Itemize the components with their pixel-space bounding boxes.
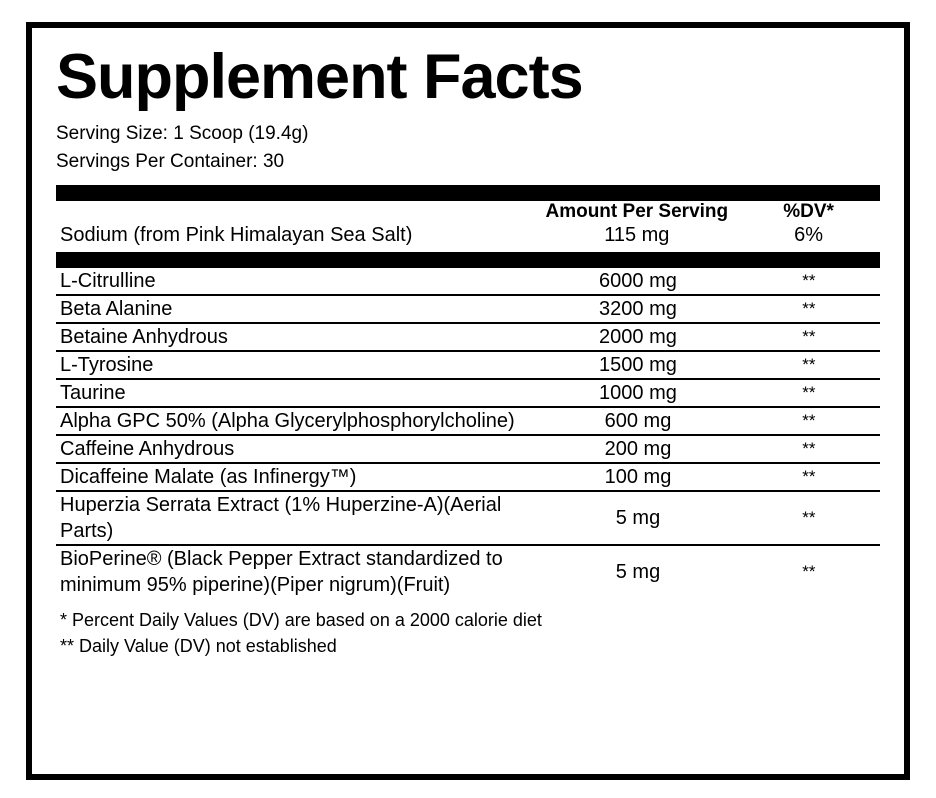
ingredient-amount: 200 mg: [532, 435, 744, 463]
column-header-amount: Amount Per Serving: [545, 201, 729, 223]
top-divider-bar: [56, 185, 880, 201]
table-row: [56, 295, 880, 323]
ingredient-name: Dicaffeine Malate (as Infinergy™): [56, 463, 532, 491]
servings-per-container-line: Servings Per Container: 30: [56, 150, 285, 172]
ingredient-name: Huperzia Serrata Extract (1% Huperzine-A)(Aerial Parts): [56, 491, 532, 545]
ingredient-amount: 5 mg: [532, 491, 744, 545]
ingredient-name: Beta Alanine: [56, 295, 532, 323]
table-row: [56, 379, 880, 407]
ingredient-dv: **: [744, 491, 880, 545]
ingredient-name: L-Tyrosine: [56, 351, 532, 379]
footnote-percent-dv: * Percent Daily Values (DV) are based on a 2000 calorie diet: [60, 610, 542, 631]
ingredient-amount: 100 mg: [532, 463, 744, 491]
ingredient-dv: **: [744, 407, 880, 435]
ingredient-amount: 5 mg: [615, 561, 661, 584]
ingredient-amount: 600 mg: [532, 407, 744, 435]
ingredient-dv: **: [744, 351, 880, 379]
table-row: [56, 351, 880, 379]
table-header-row: [56, 201, 880, 223]
ingredient-name: L-Citrulline: [56, 268, 532, 295]
ingredient-dv: **: [802, 562, 816, 582]
table-row: [56, 463, 880, 491]
table-row: [56, 407, 880, 435]
nutrient-name: Sodium (from Pink Himalayan Sea Salt): [60, 224, 413, 247]
ingredient-dv: **: [744, 435, 880, 463]
table-row: [56, 435, 880, 463]
supplement-facts-box: [26, 22, 910, 780]
footnotes: [56, 607, 880, 659]
ingredient-dv: **: [744, 379, 880, 407]
column-header-name: [56, 201, 530, 223]
ingredient-amount: 3200 mg: [532, 295, 744, 323]
ingredient-amount: 1500 mg: [532, 351, 744, 379]
ingredient-amount: 2000 mg: [532, 323, 744, 351]
column-header-dv: %DV*: [783, 201, 834, 223]
ingredient-amount: 1000 mg: [532, 379, 744, 407]
ingredient-name: Betaine Anhydrous: [56, 323, 532, 351]
table-row: [56, 268, 880, 295]
table-row: [56, 491, 880, 545]
ingredient-amount: 6000 mg: [532, 268, 744, 295]
page-title: Supplement Facts: [56, 42, 583, 112]
table-row: [56, 545, 880, 598]
table-row: [56, 223, 880, 248]
ingredient-dv: **: [744, 323, 880, 351]
table-row: [56, 323, 880, 351]
footnote-dv-not-established: ** Daily Value (DV) not established: [60, 636, 337, 657]
ingredient-dv: **: [744, 463, 880, 491]
nutrient-divider-bar: [56, 252, 880, 268]
bottom-spacer: [56, 659, 880, 766]
ingredient-dv: **: [744, 295, 880, 323]
ingredient-dv: **: [744, 268, 880, 295]
nutrient-amount: 115 mg: [604, 224, 670, 247]
ingredient-name: Taurine: [56, 379, 532, 407]
ingredient-name: Alpha GPC 50% (Alpha Glycerylphosphorylcholine): [56, 407, 532, 435]
serving-size-line: Serving Size: 1 Scoop (19.4g): [56, 123, 309, 145]
ingredient-name: Caffeine Anhydrous: [56, 435, 532, 463]
facts-header-table: [56, 201, 880, 248]
ingredients-table: [56, 268, 880, 598]
ingredient-name: BioPerine® (Black Pepper Extract standardized to minimum 95% piperine)(Piper nigrum)(Fruit): [60, 548, 503, 597]
nutrient-dv: 6%: [794, 224, 824, 247]
